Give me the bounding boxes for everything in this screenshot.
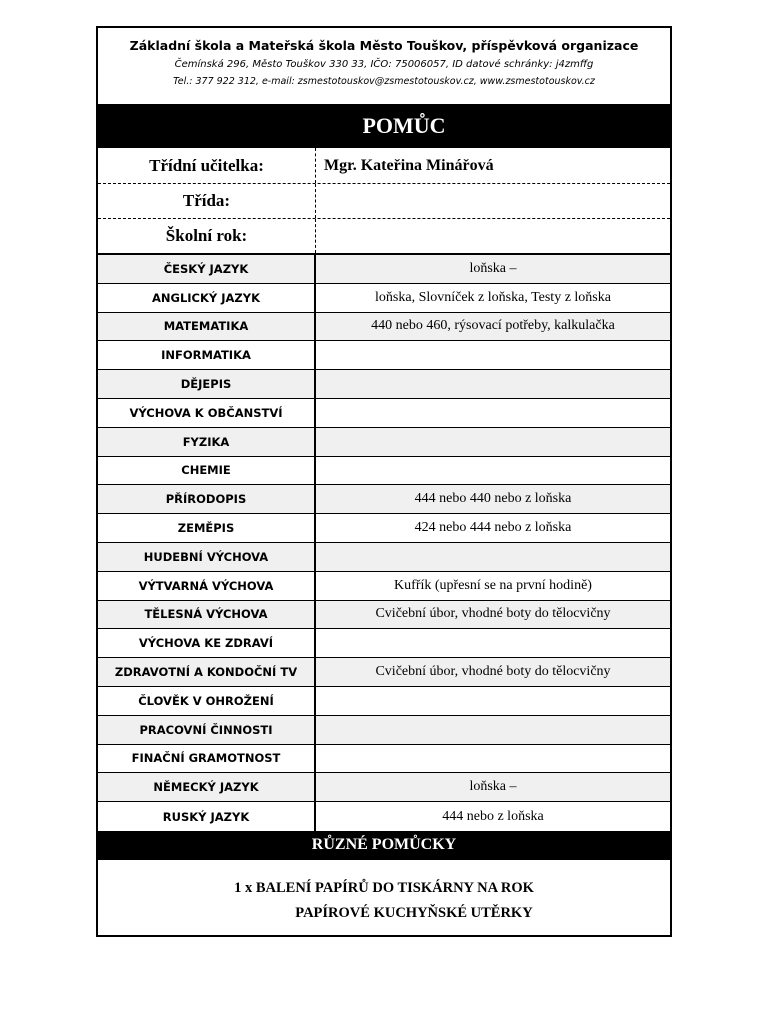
subject-row [98, 399, 670, 428]
misc-item: PAPÍROVÉ KUCHYŇSKÉ UTĚRKY [295, 904, 533, 921]
subject-row [98, 485, 670, 514]
info-row-school-year [98, 218, 670, 253]
subject-name: DĚJEPIS [98, 370, 316, 398]
subject-supplies [316, 457, 670, 485]
subject-supplies [316, 428, 670, 456]
subject-supplies [316, 370, 670, 398]
subject-supplies: Cvičební úbor, vhodné boty do tělocvičny [375, 606, 611, 622]
subject-name: NĚMECKÝ JAZYK [98, 773, 316, 801]
subject-name: VÝCHOVA K OBČANSTVÍ [98, 399, 316, 427]
subject-name: ANGLICKÝ JAZYK [98, 284, 316, 312]
teacher-value: Mgr. Kateřina Minářová [324, 156, 494, 174]
subject-supplies [316, 687, 670, 715]
supplies-form [96, 26, 672, 937]
subject-supplies [316, 745, 670, 773]
subject-name: HUDEBNÍ VÝCHOVA [98, 543, 316, 571]
subject-row [98, 629, 670, 658]
subject-row [98, 773, 670, 802]
subject-supplies: 444 nebo z loňska [442, 808, 544, 824]
subject-row [98, 572, 670, 601]
subject-row [98, 716, 670, 745]
subject-supplies [316, 543, 670, 571]
subject-name: VÝTVARNÁ VÝCHOVA [98, 572, 316, 600]
school-name: Základní škola a Mateřská škola Město Touškov, příspěvková organizace [129, 38, 639, 53]
subject-row [98, 658, 670, 687]
subject-row [98, 457, 670, 486]
subject-row [98, 255, 670, 284]
misc-supplies-list [98, 860, 670, 935]
school-year-label: Školní rok: [98, 219, 316, 253]
class-label: Třída: [98, 184, 316, 218]
subject-supplies [316, 399, 670, 427]
subject-supplies [316, 629, 670, 657]
subject-row [98, 284, 670, 313]
subject-supplies: loňska, Slovníček z loňska, Testy z loňska [375, 289, 611, 305]
school-contact: Tel.: 377 922 312, e-mail: zsmestotouskov@zsmestotouskov.cz, www.zsmestotouskov.cz [173, 76, 595, 87]
subject-supplies: 424 nebo 444 nebo z loňska [414, 520, 572, 536]
teacher-label: Třídní učitelka: [98, 148, 316, 183]
subject-supplies: loňska – [469, 779, 517, 795]
info-row-class [98, 183, 670, 218]
subject-name: TĚLESNÁ VÝCHOVA [98, 601, 316, 629]
misc-item: 1 x BALENÍ PAPÍRŮ DO TISKÁRNY NA ROK [234, 879, 534, 896]
subject-supplies: 440 nebo 460, rýsovací potřeby, kalkulačka [371, 318, 615, 334]
subject-name: RUSKÝ JAZYK [98, 802, 316, 831]
subject-name: VÝCHOVA KE ZDRAVÍ [98, 629, 316, 657]
subject-supplies [316, 716, 670, 744]
subject-supplies: loňska – [469, 260, 517, 276]
subject-name: PRACOVNÍ ČINNOSTI [98, 716, 316, 744]
subject-name: MATEMATIKA [98, 313, 316, 341]
subject-name: PŘÍRODOPIS [98, 485, 316, 513]
subject-row [98, 543, 670, 572]
form-title: POMŮC [98, 104, 670, 148]
subject-supplies: Cvičební úbor, vhodné boty do tělocvičny [375, 664, 611, 680]
subject-name: FINAČNÍ GRAMOTNOST [98, 745, 316, 773]
subject-supplies: Kufřík (upřesní se na první hodině) [394, 577, 592, 593]
subject-row [98, 745, 670, 774]
subject-name: ZEMĚPIS [98, 514, 316, 542]
info-row-teacher [98, 148, 670, 183]
subject-name: ČLOVĚK V OHROŽENÍ [98, 687, 316, 715]
subject-row [98, 601, 670, 630]
subject-row [98, 341, 670, 370]
subject-name: FYZIKA [98, 428, 316, 456]
subject-row [98, 687, 670, 716]
subject-supplies: 444 nebo 440 nebo z loňska [414, 491, 572, 507]
school-header [98, 28, 670, 104]
school-address: Čemínská 296, Město Touškov 330 33, IČO: 75006057, ID datové schránky: j4zmffg [174, 59, 594, 70]
misc-supplies-title: RŮZNÉ POMŮCKY [98, 831, 670, 860]
subject-name: ČESKÝ JAZYK [98, 255, 316, 283]
subject-row [98, 802, 670, 831]
school-year-value [316, 219, 670, 253]
subject-name: ZDRAVOTNÍ A KONDOČNÍ TV [98, 658, 316, 686]
class-info [98, 148, 670, 253]
subject-row [98, 370, 670, 399]
subjects-table [98, 253, 670, 831]
subject-name: INFORMATIKA [98, 341, 316, 369]
class-value [316, 184, 670, 218]
subject-name: CHEMIE [98, 457, 316, 485]
subject-row [98, 514, 670, 543]
subject-row [98, 428, 670, 457]
subject-row [98, 313, 670, 342]
subject-supplies [316, 341, 670, 369]
